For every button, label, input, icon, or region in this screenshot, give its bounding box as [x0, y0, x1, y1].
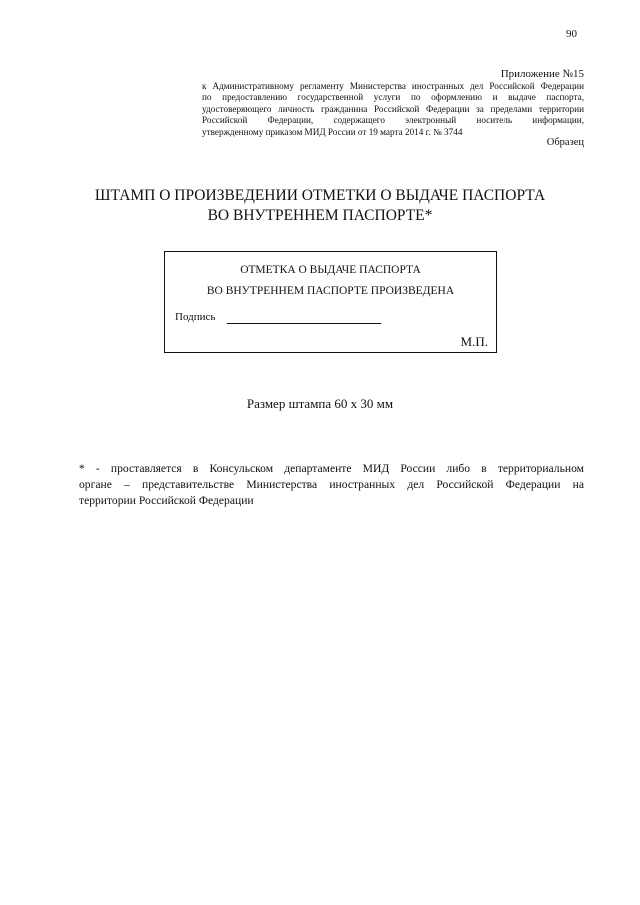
sample-label: Образец: [546, 137, 584, 148]
footnote-line: территории Российской Федерации: [79, 494, 254, 507]
document-title-line: ШТАМП О ПРОИЗВЕДЕНИИ ОТМЕТКИ О ВЫДАЧЕ ПАСПОРТА: [94, 187, 546, 204]
appendix-description-line: по предоставлению государственной услуги по оформлению и выдаче паспорта,: [202, 92, 584, 103]
stamp-box: [164, 251, 497, 353]
appendix-description-line: утвержденному приказом МИД России от 19 марта 2014 г. № 3744: [202, 126, 463, 137]
footnote: [79, 461, 584, 509]
document-title: [80, 186, 560, 226]
document-title-line: ВО ВНУТРЕННЕМ ПАСПОРТЕ*: [207, 207, 433, 224]
stamp-size-caption: Размер штампа 60 х 30 мм: [246, 396, 394, 411]
page-number: 90: [566, 28, 577, 40]
appendix-description-line: к Административному регламенту Министерства иностранных дел Российской Федерации: [202, 81, 584, 91]
appendix-title: Приложение №15: [500, 68, 584, 80]
seal-label: М.П.: [460, 334, 488, 349]
signature-label: Подпись: [175, 311, 216, 323]
footnote-line: органе – представительстве Министерства иностранных дел Российской Федерации на: [79, 478, 584, 491]
signature-line: [227, 323, 381, 324]
appendix-description: [202, 81, 584, 138]
appendix-description-line: удостоверяющего личность гражданина Российской Федерации за пределами территории: [202, 103, 584, 114]
stamp-text-line: ВО ВНУТРЕННЕМ ПАСПОРТЕ ПРОИЗВЕДЕНА: [206, 285, 455, 297]
appendix-description-line: Российской Федерации, содержащего электронный носитель информации,: [202, 115, 584, 126]
footnote-line: * - проставляется в Консульском департаменте МИД России либо в территориальном: [79, 462, 584, 475]
stamp-text-line: ОТМЕТКА О ВЫДАЧЕ ПАСПОРТА: [240, 264, 421, 276]
